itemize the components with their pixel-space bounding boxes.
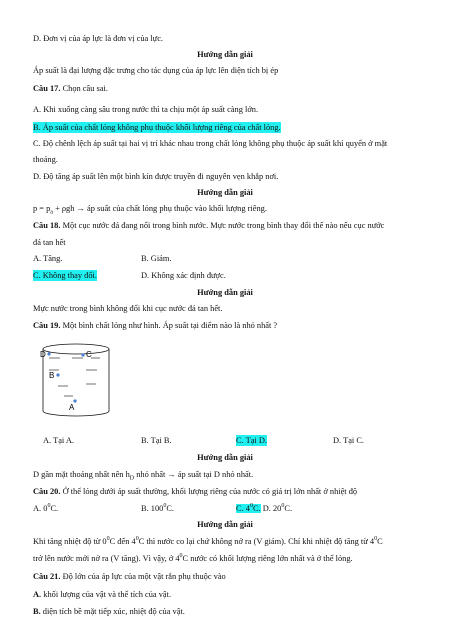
point-c-marker — [81, 353, 84, 356]
q17-option-b-answer: B. Áp suất của chất lỏng không phụ thuộc khối lượng riêng của chất lỏng. — [33, 123, 281, 132]
q19-option-b: B. Tại B. — [141, 436, 172, 445]
container-bottom — [43, 411, 109, 416]
degree-mark: 0 — [135, 536, 139, 543]
formula-p: p = p — [33, 204, 51, 213]
degree-mark: 0 — [281, 503, 285, 510]
solution-text — [33, 536, 383, 547]
solution-part: C đến 4 — [109, 537, 136, 546]
q17-option-d: D. Độ tăng áp suất lên một bình kín được truyền đi nguyên vẹn khắp nơi. — [33, 172, 279, 181]
formula-rest: + ρgh — [52, 204, 75, 213]
solution-part: Khi tăng nhiệt độ từ 0 — [33, 537, 107, 546]
point-d-label: D — [40, 350, 46, 359]
solution-part: C — [377, 537, 383, 546]
solution-part: nhỏ nhất → áp suất tại D nhỏ nhất. — [134, 470, 254, 479]
point-b-marker — [56, 373, 59, 376]
solution-part: C thì nước co lại chứ không nở ra (V giảm). Chỉ khi nhiệt độ tăng từ 4 — [138, 537, 375, 546]
unit: C. — [50, 504, 59, 513]
question-21 — [33, 571, 226, 582]
degree-mark: 0 — [163, 503, 167, 510]
option-text: A. 0 — [33, 504, 48, 513]
point-a-label: A — [69, 403, 75, 412]
question-label: Câu 18. — [33, 221, 61, 230]
degree-mark: 0 — [47, 503, 51, 510]
q17-option-c: C. Độ chênh lệch áp suất tại hai vị trí khác nhau trong chất lỏng không phụ thuộc áp suất khí quyển ở mặt — [33, 139, 388, 148]
question-label: Câu 21. — [33, 572, 61, 581]
option-text: diện tích bề mặt tiếp xúc, nhiệt độ của vật. — [40, 607, 185, 616]
option-label: A. — [33, 590, 42, 599]
q21-option-a — [33, 589, 171, 600]
unit: C. — [252, 504, 261, 513]
solution-text-cont — [33, 553, 353, 564]
q17-option-a: A. Khi xuống càng sâu trong nước thì ta chịu một áp suất càng lớn. — [33, 105, 259, 114]
degree-mark: 0 — [106, 536, 110, 543]
question-19 — [33, 320, 277, 331]
solution-part: trở lên nước mới nở ra (V tăng). Vì vậy, ở 4 — [33, 554, 180, 563]
solution-text: Mực nước trong bình không đổi khi cục nước đá tan hết. — [33, 304, 223, 313]
point-b-label: B — [49, 371, 55, 380]
q18-option-a: A. Tăng. — [33, 254, 63, 263]
option-text: D. 20 — [262, 504, 282, 513]
question-17 — [33, 83, 108, 94]
question-text: Chọn câu sai. — [60, 84, 108, 93]
solution-heading: Hướng dẫn giải — [197, 453, 253, 462]
q19-option-c-answer: C. Tại D. — [236, 436, 268, 445]
unit: C. — [284, 504, 293, 513]
point-c-label: C — [86, 350, 92, 359]
question-18 — [33, 220, 384, 231]
solution-text: Áp suất là đại lượng đặc trưng cho tác dụng của áp lực lên diện tích bị ép — [33, 66, 279, 75]
subscript-d: D — [129, 475, 135, 482]
q20-option-b — [141, 503, 174, 514]
q19-option-d: D. Tại C. — [333, 436, 365, 445]
option-text: C. 4 — [236, 504, 250, 513]
formula-explanation: → áp suất của chất lỏng phụ thuộc vào khối lượng riêng. — [74, 204, 267, 213]
q20-option-a — [33, 503, 58, 514]
q21-option-b — [33, 606, 185, 617]
solution-part: C nước có khối lượng riêng lớn nhất và ở thể lỏng. — [182, 554, 353, 563]
degree-mark: 0 — [179, 553, 183, 560]
option-text: B. 100 — [141, 504, 164, 513]
q18-option-b: B. Giảm. — [141, 254, 172, 263]
q17-option-c-cont: thoáng. — [33, 155, 58, 164]
degree-mark: 0 — [249, 503, 253, 510]
solution-text — [33, 469, 253, 480]
q18-option-d: D. Không xác định được. — [141, 271, 226, 280]
container-rim — [43, 344, 109, 354]
question-20 — [33, 486, 357, 497]
liquid-container-figure — [36, 341, 116, 421]
unit: C. — [166, 504, 175, 513]
q20-option-d — [263, 504, 292, 513]
solution-heading: Hướng dẫn giải — [197, 50, 253, 59]
solution-heading: Hướng dẫn giải — [197, 288, 253, 297]
q18-option-c-answer: C. Không thay đổi. — [33, 271, 97, 280]
question-label: Câu 19. — [33, 321, 61, 330]
option-text: khối lượng của vật và thể tích của vật. — [41, 590, 172, 599]
solution-part: D gần mặt thoáng nhất nên h — [33, 470, 130, 479]
q20-options-c-d — [236, 503, 292, 514]
question-text: Ở thể lỏng dưới áp suất thường, khối lượng riêng của nước có giá trị lớn nhất ở nhiệt độ — [60, 487, 358, 496]
question-text: Một cục nước đá đang nổi trong bình nước. Mực nước trong bình thay đổi thế nào nếu cục nước — [60, 221, 385, 230]
point-d-marker — [47, 352, 50, 355]
degree-mark: 0 — [374, 536, 378, 543]
question-label: Câu 17. — [33, 84, 61, 93]
question-label: Câu 20. — [33, 487, 61, 496]
formula-line — [33, 203, 267, 214]
solution-heading: Hướng dẫn giải — [197, 520, 253, 529]
q20-option-c-answer — [236, 504, 261, 513]
option-d-line: D. Đơn vị của áp lực là đơn vị của lực. — [33, 34, 164, 43]
question-text: Một bình chất lỏng như hình. Áp suất tại điểm nào là nhỏ nhất ? — [60, 321, 278, 330]
question-18-cont: đá tan hết — [33, 238, 66, 247]
q19-option-a: A. Tại A. — [43, 436, 75, 445]
formula-subscript: a — [50, 209, 53, 216]
question-text: Độ lớn của áp lực của một vật rắn phụ thuộc vào — [60, 572, 226, 581]
solution-heading: Hướng dẫn giải — [197, 188, 253, 197]
option-label: B. — [33, 607, 41, 616]
